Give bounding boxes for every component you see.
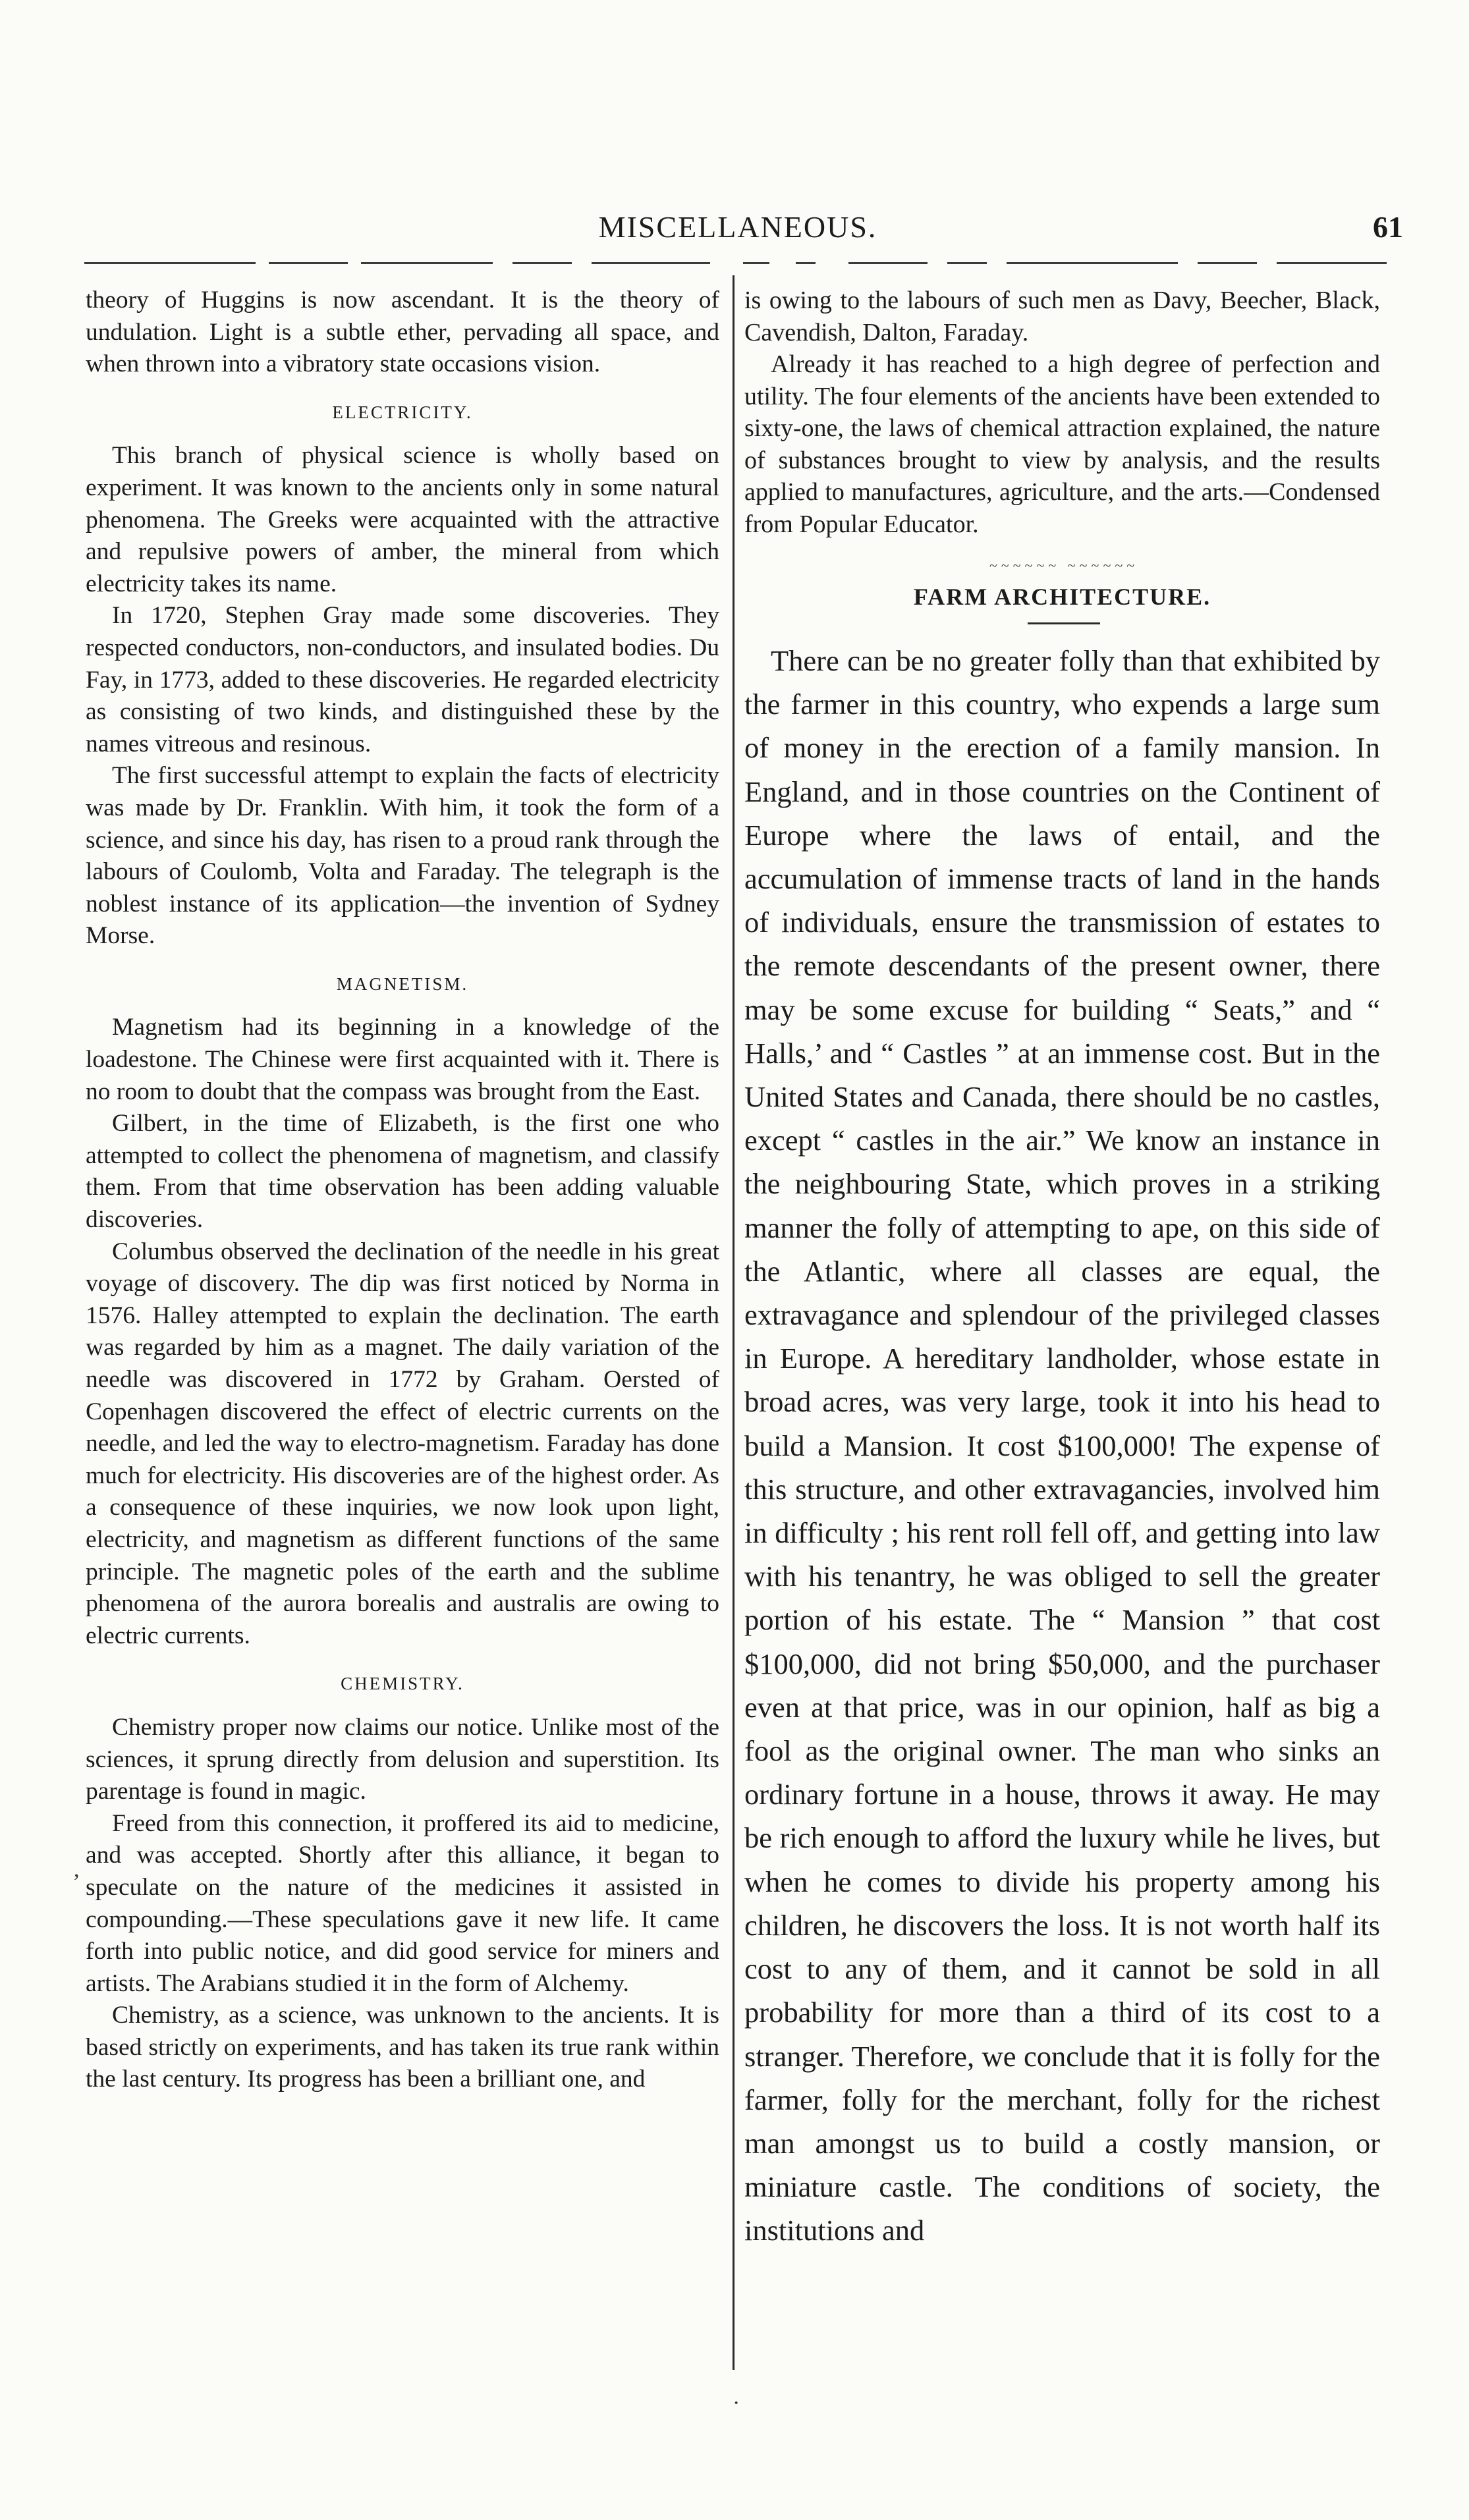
article-title: FARM ARCHITECTURE. bbox=[913, 584, 1211, 610]
section-ornament bbox=[919, 557, 1209, 580]
margin-speck: · bbox=[733, 2391, 740, 2415]
paragraph: Freed from this connection, it proffered its aid to medicine, and was accepted. Shortly after this alliance, it began to speculate on the nature of the medicines it assisted in compounding.—These speculations gave it new life. It came forth into public notice, and did good service for miners and artists. The Arabians studied it in the form of Alchemy. bbox=[86, 1809, 719, 1997]
article-body bbox=[744, 639, 1380, 2253]
section-heading-electricity: ELECTRICITY. bbox=[332, 402, 473, 422]
right-column-continuation bbox=[744, 285, 1380, 540]
running-title: MISCELLANEOUS. bbox=[598, 210, 877, 244]
paragraph: Columbus observed the declination of the needle in his great voyage of discovery. The dip was first noticed by Norma in 1576. Halley attempted to explain the declination. The earth was regarded by him as a magnet. The daily variation of the needle was discovered in 1772 by Graham. Oersted of Copenhagen discovered the effect of electric currents on the needle, and led the way to electro-magnetism. Faraday has done much for electricity. His discoveries are of the highest order. As a consequence of these inquiries, we now look upon light, electricity, and magnetism as different functions of the same principle. The magnetic poles of the earth and the sublime phenomena of the aurora borealis and australis are owing to electric currents. bbox=[86, 1238, 719, 1649]
title-rule bbox=[1028, 622, 1100, 624]
column-divider bbox=[733, 275, 734, 2370]
ornament-glyphs: ~~~~~~ ~~~~~~ bbox=[989, 557, 1139, 574]
left-intro-paragraph: theory of Huggins is now ascendant. It is the theory of undulation. Light is a subtle ether, pervading all space, and when thrown into a vibratory state occasions vision. bbox=[86, 287, 719, 378]
continuation-paragraph: Already it has reached to a high degree of perfection and utility. The four elements of the ancients have been extended to sixty-one, the laws of chemical attraction explained, the nature of substances brought to view by analysis, and the results applied to manufactures, agriculture, and the arts.—Condensed from Popular Educator. bbox=[744, 350, 1380, 538]
continuation-text: is owing to the labours of such men as Davy, Beecher, Black, Cavendish, Dalton, Faraday. bbox=[744, 287, 1380, 346]
paragraph: The first successful attempt to explain the facts of electricity was made by Dr. Franklin. With him, it took the form of a science, and since his day, has risen to a proud rank through the labours of Coulomb, Volta and Faraday. The telegraph is the noblest instance of its application—the invention of Sydney Morse. bbox=[86, 762, 719, 950]
paragraph: Magnetism had its beginning in a knowledge of the loadestone. The Chinese were first acquainted with it. There is no room to doubt that the compass was brought from the East. bbox=[86, 1014, 719, 1105]
section-heading-magnetism: MAGNETISM. bbox=[336, 973, 469, 994]
paragraph: Gilbert, in the time of Elizabeth, is the first one who attempted to collect the phenomena of magnetism, and classify them. From that time observation has been adding valuable discoveries. bbox=[86, 1110, 719, 1234]
paragraph: In 1720, Stephen Gray made some discoveries. They respected conductors, non-conductors, and insulated bodies. Du Fay, in 1773, added to these discoveries. He regarded electricity as consisting of two kinds, and distinguished these by the names vitreous and resinous. bbox=[86, 602, 719, 757]
running-head bbox=[72, 209, 1403, 256]
paragraph: This branch of physical science is wholly based on experiment. It was known to the ancients only in some natural phenomena. The Greeks were acquainted with the attractive and repulsive powers of amber, the mineral from which electricity takes its name. bbox=[86, 442, 719, 597]
article-paragraph: There can be no greater folly than that exhibited by the farmer in this country, who expends a large sum of money in the erection of a family mansion. In England, and in those countries on the Continent of Europe where the laws of entail, and the accumulation of immense tracts of land in the hands of individuals, ensure the transmission of estates to the remote descendants of the present owner, there may be some excuse for building “ Seats,” and “ Halls,’ and “ Castles ” at an immense cost. But in the United States and Canada, there should be no castles, except “ castles in the air.” We know an instance in the neighbouring State, which proves in a striking manner the folly of attempting to ape, on this side of the Atlantic, where all classes are equal, the extravagance and splendour of the privileged classes in Europe. A hereditary landholder, whose estate in broad acres, was very large, took it into his head to build a Mansion. It cost $100,000! The expense of this structure, and other extravagancies, involved him in difficulty ; his rent roll fell off, and getting into law with his tenantry, he was obliged to sell the greater portion of his estate. The “ Mansion ” that cost $100,000, did not bring $50,000, and the purchaser even at that price, was in our opinion, half as big a fool as the original owner. The man who sinks an ordinary fortune in a house, throws it away. He may be rich enough to afford the luxury while he lives, but when he comes to divide his property among his children, he discovers the loss. It is not worth half its cost to any of them, and it cannot be sold in all probability for more than a third of its cost to a stranger. Therefore, we conclude that it is folly for the farmer, folly for the merchant, folly for the richest man amongst us to build a costly mansion, or miniature castle. The conditions of society, the institutions and bbox=[744, 644, 1380, 2247]
left-column bbox=[86, 285, 719, 2096]
section-heading-chemistry: CHEMISTRY. bbox=[341, 1674, 464, 1694]
margin-speck: , bbox=[74, 1857, 80, 1882]
header-rule bbox=[84, 262, 1387, 265]
paragraph: Chemistry proper now claims our notice. Unlike most of the sciences, it sprung directly from delusion and superstition. Its parentage is found in magic. bbox=[86, 1713, 719, 1805]
paragraph: Chemistry, as a science, was unknown to the ancients. It is based strictly on experiments, and has taken its true rank within the last century. Its progress has been a brilliant one, and bbox=[86, 2002, 719, 2093]
page-number: 61 bbox=[1373, 210, 1403, 244]
